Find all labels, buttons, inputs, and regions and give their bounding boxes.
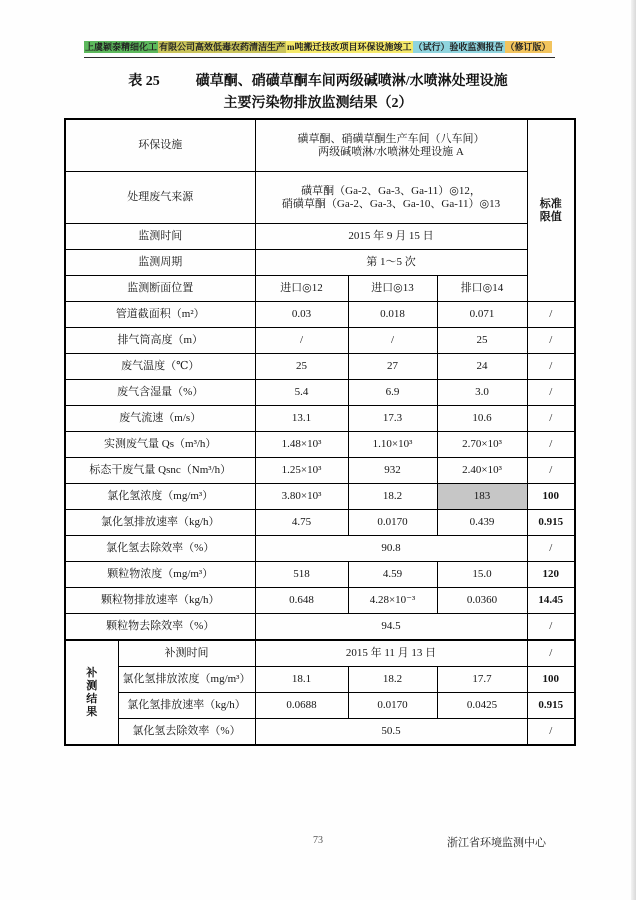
data-cell: 17.7 [437, 667, 527, 693]
row-label: 氯化氢排放浓度（mg/m³） [118, 667, 255, 693]
data-cell: 0.071 [437, 302, 527, 328]
merged-value-cell: 第 1～5 次 [255, 250, 527, 276]
table-row [65, 588, 575, 614]
table-number: 表 25 [128, 74, 160, 89]
data-cell: 13.1 [255, 406, 348, 432]
document-header [84, 41, 555, 58]
row-label: 氯化氢浓度（mg/m³） [65, 484, 255, 510]
merged-value-cell: 2015 年 9 月 15 日 [255, 224, 527, 250]
limit-cell: / [527, 302, 575, 328]
data-cell: 10.6 [437, 406, 527, 432]
merged-value-cell: 2015 年 11 月 13 日 [255, 640, 527, 667]
merged-value-cell: 94.5 [255, 614, 527, 641]
table-title-row1 [0, 71, 636, 93]
row-label: 监测时间 [65, 224, 255, 250]
table-row [65, 406, 575, 432]
data-cell: 1.10×10³ [348, 432, 437, 458]
data-cell: 0.018 [348, 302, 437, 328]
limit-cell: / [527, 614, 575, 641]
merged-value-cell: 50.5 [255, 719, 527, 746]
data-cell: 0.0170 [348, 693, 437, 719]
data-cell: 2.70×10³ [437, 432, 527, 458]
row-label: 实测废气量 Qs（m³/h） [65, 432, 255, 458]
data-cell: 0.439 [437, 510, 527, 536]
page-title [0, 71, 636, 115]
scan-edge [631, 0, 636, 900]
table-row [65, 719, 575, 746]
limit-cell: 0.915 [527, 510, 575, 536]
merged-value-cell: 磺草酮（Ga-2、Ga-3、Ga-11）◎12， 硝磺草酮（Ga-2、Ga-3、Ga-10、Ga-11）◎13 [255, 172, 527, 224]
header-highlight-segment: （试行）验收监测报告 [413, 42, 504, 52]
data-cell: 932 [348, 458, 437, 484]
row-label: 排气筒高度（m） [65, 328, 255, 354]
data-cell: 24 [437, 354, 527, 380]
row-label: 废气流速（m/s） [65, 406, 255, 432]
data-cell: 3.0 [437, 380, 527, 406]
data-cell: 183 [437, 484, 527, 510]
table-row [65, 536, 575, 562]
data-cell: 4.75 [255, 510, 348, 536]
data-cell: / [348, 328, 437, 354]
table-row [65, 250, 575, 276]
row-label: 处理废气来源 [65, 172, 255, 224]
row-label: 补测时间 [118, 640, 255, 667]
data-cell: 18.2 [348, 484, 437, 510]
data-cell: 5.4 [255, 380, 348, 406]
table-row [65, 640, 575, 667]
row-label: 废气含湿量（%） [65, 380, 255, 406]
limit-cell: 120 [527, 562, 575, 588]
table-row [65, 276, 575, 302]
table-row [65, 224, 575, 250]
table-row [65, 693, 575, 719]
row-label: 标态干废气量 Qsnc（Nm³/h） [65, 458, 255, 484]
data-cell: 0.03 [255, 302, 348, 328]
table-row [65, 432, 575, 458]
footer-organization: 浙江省环境监测中心 [447, 837, 546, 849]
limit-cell: / [527, 640, 575, 667]
data-cell: 排口◎14 [437, 276, 527, 302]
data-cell: 6.9 [348, 380, 437, 406]
row-label: 环保设施 [65, 119, 255, 172]
header-highlight-segment: 上虞颖泰精细化工 [85, 42, 158, 52]
data-cell: 18.2 [348, 667, 437, 693]
row-label: 氯化氢去除效率（%） [118, 719, 255, 746]
row-label: 氯化氢去除效率（%） [65, 536, 255, 562]
data-cell: 27 [348, 354, 437, 380]
limit-cell: 100 [527, 484, 575, 510]
table-row [65, 172, 575, 224]
data-cell: 0.0360 [437, 588, 527, 614]
row-label: 颗粒物排放速率（kg/h） [65, 588, 255, 614]
table-row [65, 328, 575, 354]
data-cell: 2.40×10³ [437, 458, 527, 484]
table-row [65, 614, 575, 641]
data-cell: 18.1 [255, 667, 348, 693]
table-row [65, 562, 575, 588]
limit-cell: / [527, 406, 575, 432]
data-cell: 进口◎12 [255, 276, 348, 302]
limit-cell: / [527, 328, 575, 354]
table-title-line1: 磺草酮、硝磺草酮车间两级碱喷淋/水喷淋处理设施 [195, 74, 508, 89]
limit-cell: 0.915 [527, 693, 575, 719]
data-cell: / [255, 328, 348, 354]
header-highlight-segment: 有限公司高效低毒农药清洁生产 [159, 42, 286, 52]
row-label: 监测断面位置 [65, 276, 255, 302]
data-cell: 3.80×10³ [255, 484, 348, 510]
data-cell: 4.59 [348, 562, 437, 588]
data-cell: 4.28×10⁻³ [348, 588, 437, 614]
row-label: 氯化氢排放速率（kg/h） [118, 693, 255, 719]
data-cell: 0.0170 [348, 510, 437, 536]
data-cell: 25 [437, 328, 527, 354]
table-row [65, 119, 575, 172]
limit-cell: / [527, 536, 575, 562]
table-row [65, 302, 575, 328]
page-number: 73 [313, 835, 323, 846]
data-cell: 1.48×10³ [255, 432, 348, 458]
data-cell: 1.25×10³ [255, 458, 348, 484]
row-label: 颗粒物去除效率（%） [65, 614, 255, 641]
limit-cell: / [527, 458, 575, 484]
limit-cell: 14.45 [527, 588, 575, 614]
data-cell: 0.0688 [255, 693, 348, 719]
table-row [65, 354, 575, 380]
row-label: 管道截面积（m²） [65, 302, 255, 328]
table-row [65, 380, 575, 406]
data-cell: 17.3 [348, 406, 437, 432]
table-title-line2: 主要污染物排放监测结果（2） [223, 96, 413, 111]
limit-cell: / [527, 719, 575, 746]
limit-cell: / [527, 380, 575, 406]
limit-cell: / [527, 432, 575, 458]
table-row [65, 667, 575, 693]
row-label: 监测周期 [65, 250, 255, 276]
table-row [65, 510, 575, 536]
header-highlight-segment: m吨搬迁技改项目环保设施竣工 [287, 42, 412, 52]
data-cell: 0.0425 [437, 693, 527, 719]
limit-cell: 100 [527, 667, 575, 693]
data-cell: 15.0 [437, 562, 527, 588]
table-row [65, 458, 575, 484]
results-table [64, 118, 576, 746]
data-cell: 25 [255, 354, 348, 380]
data-cell: 518 [255, 562, 348, 588]
data-cell: 进口◎13 [348, 276, 437, 302]
row-label: 废气温度（℃） [65, 354, 255, 380]
limit-column-header: 标准 限值 [527, 119, 575, 302]
header-title-line [84, 41, 552, 53]
table-row [65, 484, 575, 510]
merged-value-cell: 磺草酮、硝磺草酮生产车间（八车间） 两级碱喷淋/水喷淋处理设施 A [255, 119, 527, 172]
header-highlight-segment: （修订版） [505, 42, 551, 52]
limit-cell: / [527, 354, 575, 380]
row-label: 氯化氢排放速率（kg/h） [65, 510, 255, 536]
row-label: 颗粒物浓度（mg/m³） [65, 562, 255, 588]
section-label: 补 测 结 果 [65, 640, 118, 745]
merged-value-cell: 90.8 [255, 536, 527, 562]
data-cell: 0.648 [255, 588, 348, 614]
